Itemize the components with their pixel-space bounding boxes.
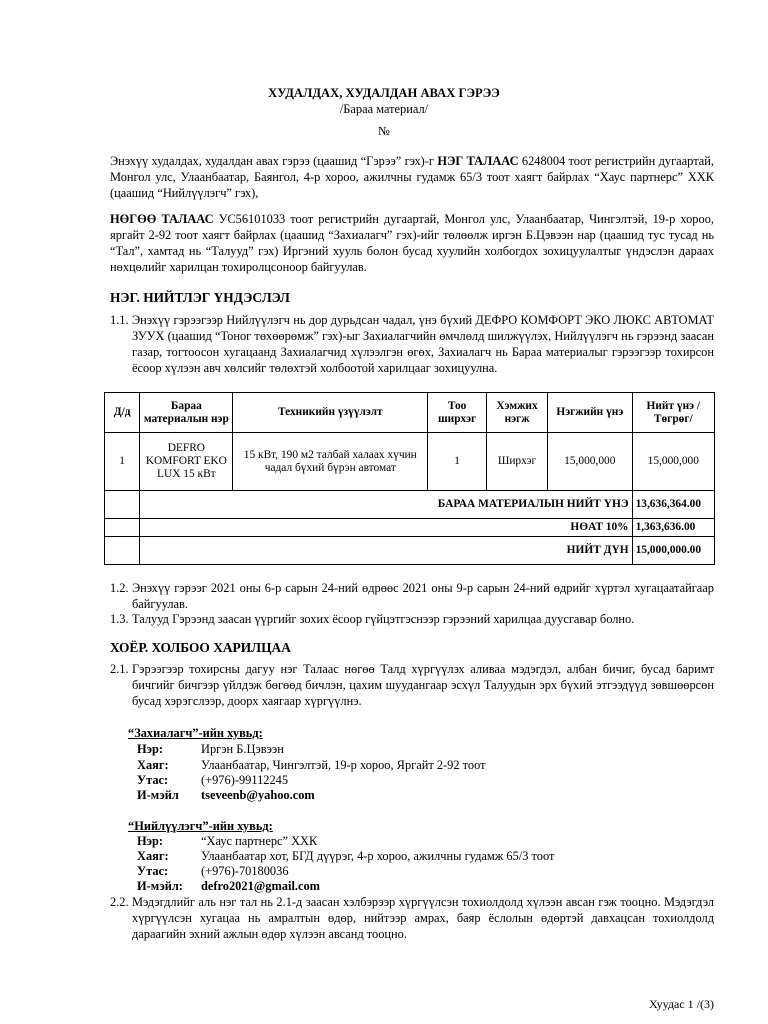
customer-contact-heading: “Захиалагч”-ийн хувьд: <box>128 726 263 740</box>
contract-number: № <box>378 124 390 138</box>
customer-address-row: Хаяг: Улаанбаатар, Чингэлтэй, 19-р хороо, Яргайт 2-92 тоот <box>137 758 486 772</box>
col-header-spec: Техникийн үзүүлэлт <box>233 393 428 433</box>
intro-paragraph-1: Энэхүү худалдах, худалдан авах гэрээ (цаашид “Гэрээ” гэх)-г НЭГ ТАЛААС 6248004 тоот регистрийн дугаартай, Монгол улс, Улаанбаатар, Баянгол, 4-р хороо, ажилчны гудамж 65/3 тоот хаягт байрлах “Хаус партнерс” ХХК (цаашид “Нийлүүлэгч” гэх), <box>110 154 715 200</box>
cell-qty: 1 <box>428 433 487 491</box>
supplier-address-row: Хаяг: Улаанбаатар хот, БГД дүүрэг, 4-р хороо, ажилчны гудамж 65/3 тоот <box>137 849 555 863</box>
subtotal-row <box>105 491 715 519</box>
customer-email-row: И-мэйл tseveenb@yahoo.com <box>137 788 315 802</box>
supplier-name-row: Нэр: “Хаус партнерс” ХХК <box>137 834 318 848</box>
customer-name-row: Нэр: Иргэн Б.Цэвээн <box>137 742 284 756</box>
cell-total: 15,000,000 <box>632 433 714 491</box>
clause-1-1: 1.1. Энэхүү гэрээгээр Нийлүүлэгч нь дор дурьдсан чадал, үнэ бүхий ДЕФРО КОМФОРТ ЭКО ЛЮКС АВТОМАТ ЗУУХ (цаашид “Тоног төхөөрөмж” гэх)-ыг Захиалагчийн өмчлөлд шилжүүлэх, Нийлүүлэгч нь гэрээнд заасан газар, тогтоосон хугацаанд Захиалагчид хүлээлгэн өгөх, Захиалагч нь Бараа материалыг гэрээгээр тохирсон ёсоор хүлээн авч хөлсийг төлөхтэй холбоотой харилцааг зохицуулна. <box>110 313 714 375</box>
grand-total-label: НИЙТ ДҮН <box>140 537 632 565</box>
clause-1-2: 1.2. Энэхүү гэрээг 2021 оны 6-р сарын 24-ний өдрөөс 2021 оны 9-р сарын 24-ний өдрийг хүртэл хугацаатайгаар байгуулав. <box>110 581 714 611</box>
col-header-total: Нийт үнэ /Төгрөг/ <box>632 393 714 433</box>
contract-subtitle: /Бараа материал/ <box>339 102 429 116</box>
table-header-row <box>105 393 715 433</box>
supplier-contact-heading: “Нийлүүлэгч”-ийн хувьд: <box>128 819 273 833</box>
goods-table <box>104 392 715 565</box>
supplier-email-row: И-мэйл: defro2021@gmail.com <box>137 879 321 893</box>
section-1-heading: НЭГ. НИЙТЛЭГ ҮНДЭСЛЭЛ <box>110 290 290 305</box>
vat-value: 1,363,636.00 <box>632 519 714 537</box>
contract-title: ХУДАЛДАХ, ХУДАЛДАН АВАХ ГЭРЭЭ <box>268 86 500 100</box>
subtotal-label: БАРАА МАТЕРИАЛЫН НИЙТ ҮНЭ <box>140 491 632 519</box>
table-row <box>105 433 715 491</box>
vat-row <box>105 519 715 537</box>
cell-unit-price: 15,000,000 <box>548 433 633 491</box>
clause-2-1: 2.1. Гэрээгээр тохирсны дагуу нэг Талаас нөгөө Талд хүргүүлэх аливаа мэдэгдэл, албан бичиг, бусад баримт бичгийг бичгээр үйлдэж бөгөөд бичлэн, цахим шуудангаар эсхүл Талуудын эрх бүхий этгээдүүд зөвшөөрсөн бусад хэрэгслээр, доорх хаягаар хүргүүлнэ. <box>110 662 714 708</box>
grand-total-value: 15,000,000.00 <box>632 537 714 565</box>
cell-unit: Ширхэг <box>487 433 548 491</box>
clause-1-3: 1.3. Талууд Гэрээнд заасан үүргийг зохих ёсоор гүйцэтгэснээр гэрээний харилцаа дуусгавар болно. <box>110 612 635 626</box>
grand-total-row <box>105 537 715 565</box>
supplier-phone-row: Утас: (+976)-70180036 <box>137 864 289 878</box>
customer-phone-row: Утас: (+976)-99112245 <box>137 773 289 787</box>
col-header-unit-price: Нэгжийн үнэ <box>548 393 633 433</box>
intro-paragraph-2: НӨГӨӨ ТАЛААС УС56101033 тоот регистрийн дугаартай, Монгол улс, Улаанбаатар, Чингэлтэй, 19-р хороо, яргайт 2-92 тоот хаягт байрлах (цаашид “Захиалагч” гэх)-ийг төлөөлж иргэн Б.Цэвээн нар (цаашид тус тусад нь “Тал”, хамтад нь “Талууд” гэх) Иргэний хууль болон бусад хуулийн холбогдох зохицуулалтыг үндэслэн дараах нөхцөлийг харилцан тохиролцсоноор байгуулав. <box>110 212 714 274</box>
section-2-heading: ХОЁР. ХОЛБОО ХАРИЛЦАА <box>110 640 291 655</box>
col-header-no: Д/д <box>105 393 140 433</box>
clause-2-2: 2.2. Мэдэгдлийг аль нэг тал нь 2.1-д заасан хэлбэрээр хүргүүлсэн тохиолдолд хүлээн авсан гэж тооцно. Мэдэгдэл хүргүүлсэн хугацаа нь амралтын өдөр, нийтээр амрах, баяр ёслолын өдөртэй давхацсан тохиолдолд дараагийн эхний ажлын өдөр хүлээн авсанд тооцно. <box>110 895 714 941</box>
vat-label: НӨАТ 10% <box>140 519 632 537</box>
subtotal-value: 13,636,364.00 <box>632 491 714 519</box>
cell-name: DEFRO KOMFORT EKO LUX 15 кВт <box>140 433 233 491</box>
col-header-name: Бараа материалын нэр <box>140 393 233 433</box>
cell-spec: 15 кВт, 190 м2 талбай халаах хүчин чадал бүхий бүрэн автомат <box>233 433 428 491</box>
page-number: Хуудас 1 /(3) <box>649 997 714 1011</box>
col-header-qty: Тоо ширхэг <box>428 393 487 433</box>
cell-no: 1 <box>105 433 140 491</box>
col-header-unit: Хэмжих нэгж <box>487 393 548 433</box>
